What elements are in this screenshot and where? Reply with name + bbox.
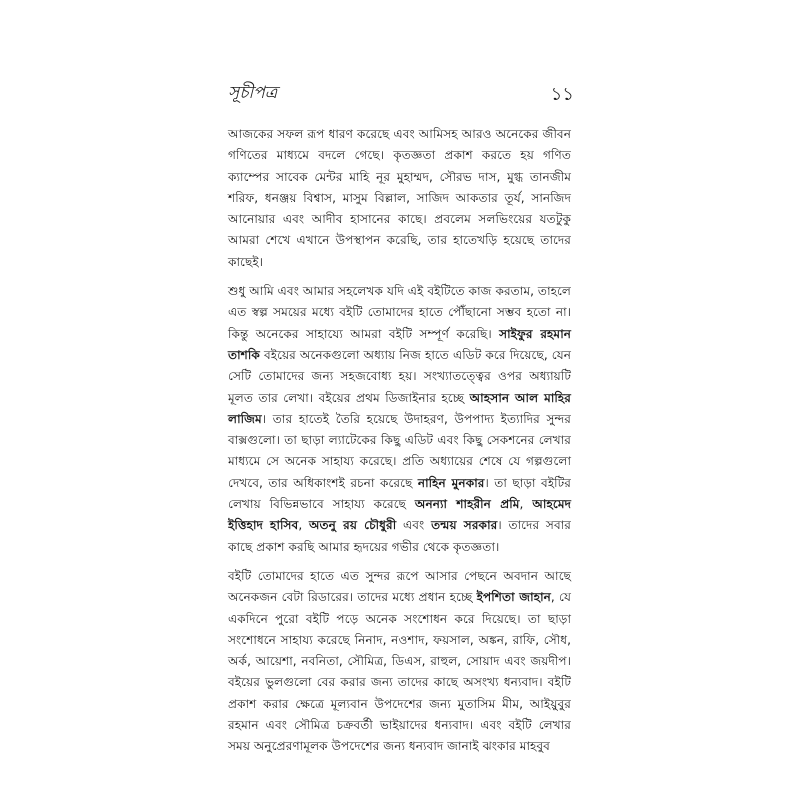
running-header-title: সূচীপত্র [228,83,278,103]
body-text [228,124,571,766]
text-run: । তা ছাড়া বইটির লেখায় বিভিন্নভাবে সাহায্য করেছে [228,475,572,512]
text-run: বইটি তোমাদের হাতে এত সুন্দর রূপে আসার পেছনে অবদান আছে অনেকজন বেটা রিডারের। তাদের মধ্যে প্রধান হচ্ছে [228,568,571,605]
bold-name: অতনু রয় চৌধুরী [308,518,397,533]
text-run: । তাদের সবার কাছে প্রকাশ করছি আমার হৃদয়ের গভীর থেকে কৃতজ্ঞতা। [228,518,572,554]
text-run: । তার হাতেই তৈরি হয়েছে উদাহরণ, উপপাদ্য ইত্যাদির সুন্দর বাক্সগুলো। তা ছাড়া ল্যাটেকের কিছু এডিট এবং কিছু সেকশনের লেখার মাধ্যমে সে অনেক সাহায্য করেছে। প্রতি অধ্যায়ের শেষে যে গল্পগুলো দেখবে, তার অধিকাংশই রচনা করেছে [228,411,571,490]
bold-name: অনন্যা শাহরীন প্রমি [414,497,520,512]
text-run: , [519,497,533,512]
bold-name: আহসান আল মাহির লাজিম [228,390,571,426]
bold-name: নাহিন মুনকার [417,475,485,490]
paragraph-1 [228,124,571,273]
text-run: এবং [396,518,432,533]
bold-name: আহমেদ ইত্তিহাদ হাসিব [228,497,571,533]
paragraph-2 [228,281,571,558]
text-run: আজকের সফল রূপ ধারণ করেছে এবং আমিসহ আরও অনেকের জীবন গণিতের মাধ্যমে বদলে গেছে। কৃতজ্ঞতা প্রকাশ করতে হয় গণিত ক্যাম্পের সাবেক মেন্টর মাহি নূর মুহাম্মদ, সৌরভ দাস, মুগ্ধ তানজীম শরিফ, ধনঞ্জয় বিশ্বাস, মাসুম বিল্লাল, সাজিদ আকতার তূর্য, সানজিদ আনোয়ার এবং আদীব হাসানের কাছে। প্রবলেম সলভিংয়ের যতটুকু আমরা শেখে এখানে উপস্থাপন করেছি, তার হাতেখড়ি হয়েছে তাদের কাছেই। [228,127,571,269]
bold-name: ইপশিতা জাহান [476,590,551,605]
text-run: বইয়ের অনেকগুলো অধ্যায় নিজ হাতে এডিট করে দিয়েছে, যেন সেটি তোমাদের জন্য সহজবোধ্য হয়। সংখ্যাতত্ত্বের ওপর অধ্যায়টি মূলত তার লেখা। বইয়ের প্রথম ডিজাইনার হচ্ছে [228,347,571,405]
paragraph-3 [228,566,571,758]
bold-name: সাইফুর রহমান তাশকি [228,326,571,362]
text-run: , [298,518,309,533]
bold-name: তন্ময় সরকার [431,518,498,533]
text-run: , যে একদিনে পুরো বইটি পড়ে অনেক সংশোধন করে দিয়েছে। তা ছাড়া সংশোধনে সাহায্য করেছে নিনাদ, নওশাদ, ফয়সাল, অঙ্কন, রাফি, সৌধ, অর্ক, আয়েশা, নবনিতা, সৌমিত্র, ডিএস, রাহুল, সোয়াদ এবং জয়দীপ। বইয়ের ভুলগুলো বের করার জন্য তাদের কাছে অসংখ্য ধন্যবাদ। বইটি প্রকাশ করার ক্ষেত্রে মূল্যবান উপদেশের জন্য মুতাসিম মীম, আইয়ুবুর রহমান এবং সৌমিত্র চক্রবর্তী ভাইয়াদের ধন্যবাদ। এবং বইটি লেখার সময় অনুপ্রেরণামূলক উপদেশের জন্য ধন্যবাদ জানাই ঝংকার মাহবুব [228,590,571,754]
text-run: শুধু আমি এবং আমার সহলেখক যদি এই বইটিতে কাজ করতাম, তাহলে এত স্বল্প সময়ের মধ্যে বইটি তোমাদের হাতে পৌঁছানো সম্ভব হতো না। কিন্তু অনেকের সাহায্যে আমরা বইটি সম্পূর্ণ করেছি। [228,284,571,341]
page-number: ১১ [550,84,574,105]
